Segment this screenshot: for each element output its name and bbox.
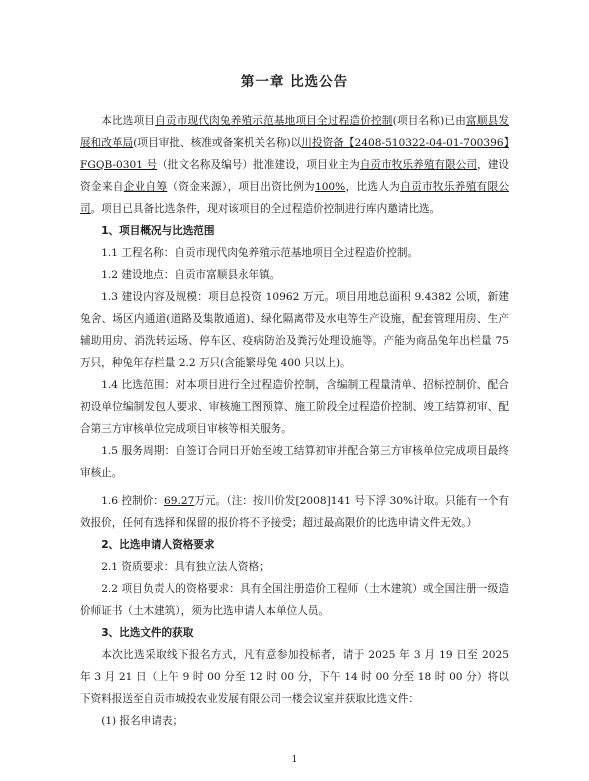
item-3-1: 本次比选采取线下报名方式，凡有意参加投标者，请于 2025 年 3 月 19 日至 2025 年 3 月 21 日（上午 9 时 00 分至 12 时 00 分，下午 14 时 00 分至 18 时 00 分）将以下资料报送至自贡市城投农业发展有限公司一楼会议室并获取比选文件： (80, 649, 509, 705)
fund-ratio: 100% (314, 181, 346, 193)
control-price-label: 1.6 控制价： (101, 495, 165, 507)
project-name: 自贡市现代肉兔养殖示范基地项目全过程造价控制 (155, 115, 393, 127)
item-1-5: 1.5 服务周期：自签订合同日开始至竣工结算初审并配合第三方审核单位完成项目最终审核止。 (80, 445, 509, 479)
item-1-1: 1.1 工程名称：自贡市现代肉兔养殖示范基地项目全过程造价控制。 (101, 247, 419, 259)
item-1-4: 1.4 比选范围：对本项目进行全过程造价控制，含编制工程量清单、招标控制价、配合初设单位编制发包人要求、审核施工图预算、施工阶段全过程造价控制、竣工结算初审、配合第三方审核单位完成项目审核等相关服务。 (80, 379, 509, 435)
owner-name: 自贡市牧乐养殖有限公司 (359, 159, 478, 171)
intro-text: （批文名称及编号）批准建设，项目业主为 (157, 159, 360, 171)
chapter-title: 第一章 比选公告 (240, 74, 349, 90)
list-item: (1) 报名申请表； (101, 715, 184, 727)
control-price-note: 万元。（注：按川价发[2008]141 号下浮 30%计取。只能有一个有效报价，任何有选择和保留的报价将不予接受；超过最高限价的比选申请文件无效。） (80, 495, 509, 529)
intro-text: ，比选人为 (345, 181, 401, 193)
approver-name: 富顺县发展和改革局 (80, 115, 510, 149)
intro-text: (项目名称)已由 (392, 115, 467, 127)
selector-name: 自贡市牧乐养殖有限公司 (80, 181, 510, 215)
intro-paragraph (80, 110, 509, 220)
item-2-2: 2.2 项目负责人的资格要求：具有全国注册造价工程师（土木建筑）或全国注册一级造价师证书（土木建筑），须为比选申请人本单位人员。 (80, 583, 509, 617)
page-number: 1 (291, 755, 298, 765)
intro-text: （资金来源），项目出资比例为 (167, 181, 315, 193)
fund-source: 企业自筹 (123, 181, 168, 193)
intro-text: (项目审批、核准或备案机关名称)以 (133, 137, 302, 149)
control-price-value: 69.27 (164, 495, 195, 507)
item-1-3: 1.3 建设内容及规模：项目总投资 10962 万元。项目用地总面积 9.4382 公顷，新建兔舍、场区内通道(道路及集散通道)、绿化隔离带及水电等生产设施，配套管理用房、生产辅助用房、消洗转运场、停车区、疫病防治及粪污处理设施等。产能为商品兔年出栏量 75 万只，种兔年存栏量 2.2 万只(含能繁母兔 400 只以上)。 (80, 291, 509, 369)
approval-doc-number: 川投资备【2408-510322-04-01-700396】FGQB-0301 号 (80, 137, 509, 171)
section-heading-2: 2、比选申请人资格要求 (101, 539, 215, 551)
item-2-1: 2.1 资质要求：具有独立法人资格； (101, 561, 270, 573)
intro-text: 。项目已具备比选条件，现对该项目的全过程造价控制进行库内邀请比选。 (90, 203, 441, 215)
intro-text: 本比选项目 (101, 115, 156, 127)
intro-text: ，建设资金来自 (80, 159, 510, 193)
item-1-2: 1.2 建设地点：自贡市富顺县永年镇。 (101, 269, 281, 281)
section-heading-1: 1、项目概况与比选范围 (101, 225, 215, 237)
section-heading-3: 3、比选文件的获取 (101, 627, 194, 639)
item-1-6 (80, 490, 509, 534)
